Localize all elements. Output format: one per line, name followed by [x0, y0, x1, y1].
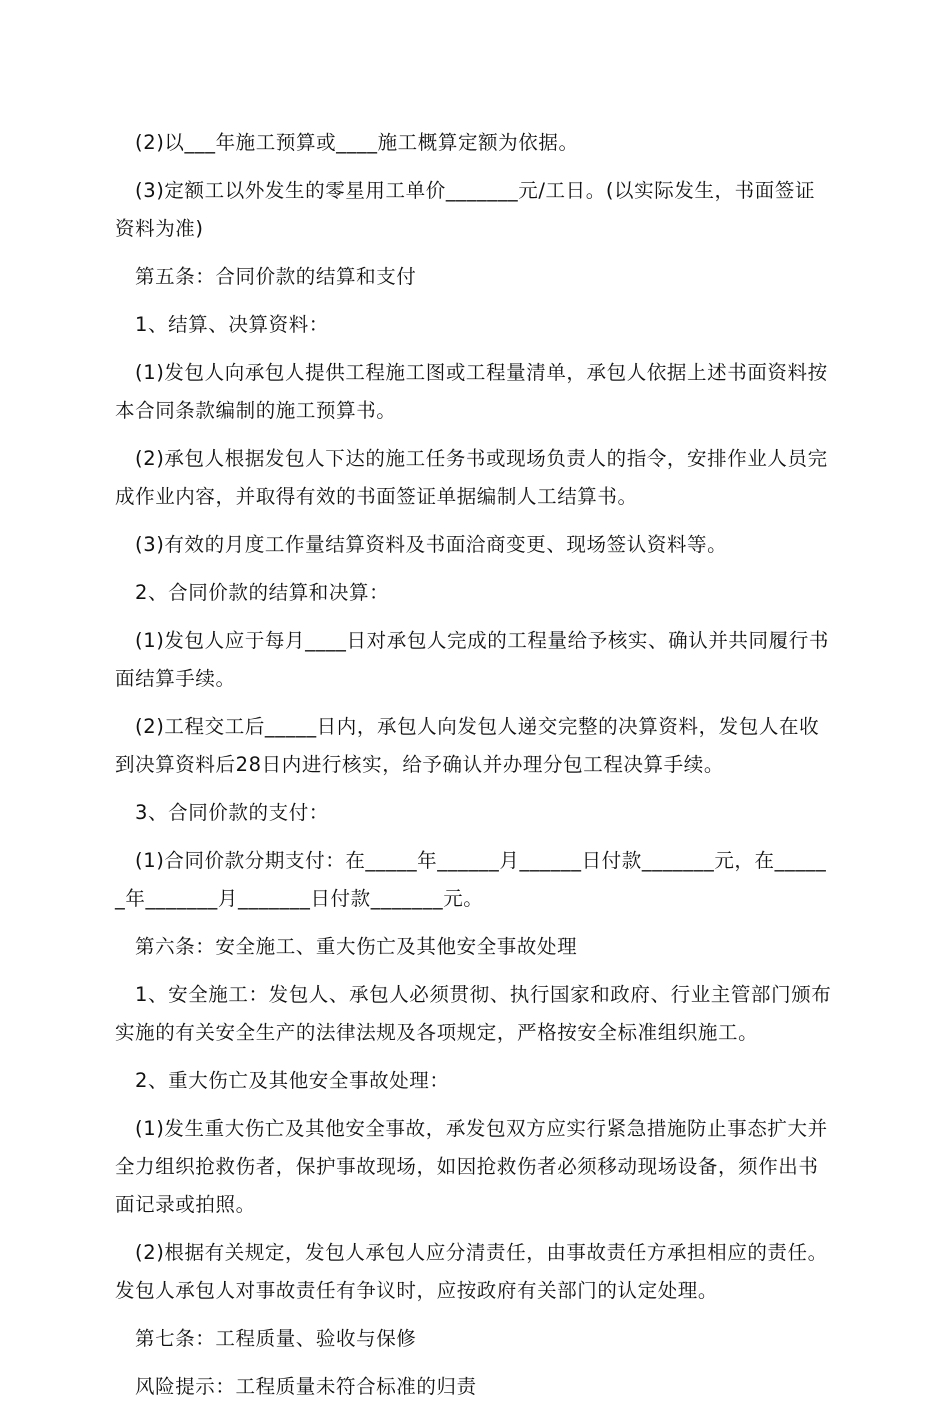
section-3-payment: 3、合同价款的支付： [135, 801, 329, 824]
article-5-heading: 第五条：合同价款的结算和支付 [135, 265, 417, 288]
item-1-emergency-measures: (1)发生重大伤亡及其他安全事故，承发包双方应实行紧急措施防止事态扩大并全力组织抢救伤者，保护事故现场，如因抢救伤者必须移动现场设备，须作出书面记录或拍照。 [115, 1117, 828, 1216]
item-1-installment-payment: (1)合同价款分期支付：在_____年______月______日付款_______元，在______年_______月_______日付款_______元。 [115, 849, 827, 910]
section-2-accident-handling: 2、重大伤亡及其他安全事故处理： [135, 1069, 450, 1092]
clause-2-budget-basis: (2)以___年施工预算或____施工概算定额为依据。 [135, 131, 579, 154]
item-3-monthly-workload: (3)有效的月度工作量结算资料及书面洽商变更、现场签认资料等。 [135, 533, 728, 556]
section-2-settlement-final-accounts: 2、合同价款的结算和决算： [135, 581, 390, 604]
article-7-heading: 第七条：工程质量、验收与保修 [135, 1327, 417, 1350]
item-2-final-accounts: (2)工程交工后_____日内，承包人向发包人递交完整的决算资料，发包人在收到决算资料后28日内进行核实，给予确认并办理分包工程决算手续。 [115, 715, 820, 776]
article-6-heading: 第六条：安全施工、重大伤亡及其他安全事故处理 [135, 935, 578, 958]
risk-warning: 风险提示：工程质量未符合标准的归责 [135, 1375, 477, 1398]
item-1-monthly-verification: (1)发包人应于每月____日对承包人完成的工程量给予核实、确认并共同履行书面结算手续。 [115, 629, 829, 690]
item-2-responsibility: (2)根据有关规定，发包人承包人应分清责任，由事故责任方承担相应的责任。发包人承包人对事故责任有争议时，应按政府有关部门的认定处理。 [115, 1241, 828, 1302]
item-1-construction-drawings: (1)发包人向承包人提供工程施工图或工程量清单，承包人依据上述书面资料按本合同条款编制的施工预算书。 [115, 361, 828, 422]
document-body [115, 124, 835, 1416]
section-1-safe-construction: 1、安全施工：发包人、承包人必须贯彻、执行国家和政府、行业主管部门颁布实施的有关安全生产的法律法规及各项规定，严格按安全标准组织施工。 [115, 983, 832, 1044]
item-2-task-instructions: (2)承包人根据发包人下达的施工任务书或现场负责人的指令，安排作业人员完成作业内容，并取得有效的书面签证单据编制人工结算书。 [115, 447, 828, 508]
clause-3-odd-job-price: (3)定额工以外发生的零星用工单价_______元/工日。(以实际发生，书面签证资料为准) [115, 179, 816, 240]
section-1-settlement-materials: 1、结算、决算资料： [135, 313, 329, 336]
